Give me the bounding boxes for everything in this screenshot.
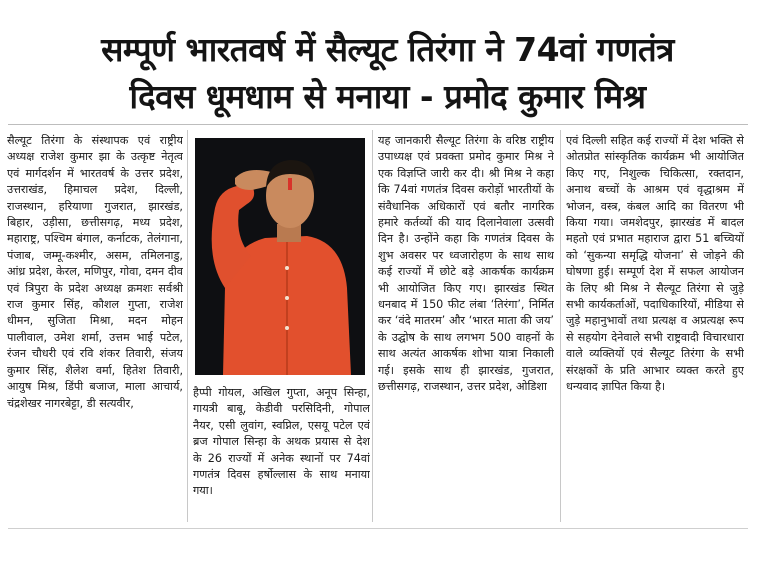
photo-illustration — [195, 138, 365, 375]
article-column-3: यह जानकारी सैल्यूट तिरंगा के वरिष्ठ राष्ट्रीय उपाध्यक्ष एवं प्रवक्ता प्रमोद कुमार मिश्र ने एक विज्ञप्ति जारी कर दी। श्री मिश्र ने कहा कि 74वां गणतंत्र दिवस करोड़ों भारतीयों के संवैधानिक अधिकारों एवं बतौर नागरिक हमारे कर्तव्यों की याद दिलानेवाला उत्सवी दिन है। उन्होंने कहा कि गणतंत्र दिवस के शुभ अवसर पर ध्वजारोहण के साथ साथ कई राज्यों में छोटे बड़े आकर्षक कार्यक्रम भी आयोजित किए गए। झारखंड स्थित धनबाद में 150 फीट लंबा ‘तिरंगा’, निर्मित कर ‘वंदे मातरम’ और ‘भारत माता की जय’ के उद्घोष के साथ लगभग 500 वाहनों के साथ अत्यंत आकर्षक शोभा यात्रा निकाली गई। इसके साथ ही झारखंड, गुजरात, छत्तीसगढ़, राजस्थान, उत्तर प्रदेश, ओडिशा — [378, 134, 554, 394]
headline-line-2: दिवस धूमधाम से मनाया - प्रमोद कुमार मिश्र — [129, 77, 646, 116]
bottom-divider — [8, 528, 748, 529]
article-headline — [10, 26, 765, 120]
shirt-button — [285, 296, 289, 300]
shirt-button — [285, 266, 289, 270]
headline-line-1: सम्पूर्ण भारतवर्ष में सैल्यूट तिरंगा ने 74वां गणतंत्र — [101, 30, 674, 69]
article-column-4: एवं दिल्ली सहित कई राज्यों में देश भक्ति से ओतप्रोत सांस्कृतिक कार्यक्रम भी आयोजित किए गए, निशुल्क चिकित्सा, रक्तदान, अनाथ बच्चों के आश्रम एवं वृद्धाश्रम में भोजन, वस्त्र, कंबल आदि का वितरण भी किया गया। जमशेदपुर, झारखंड में बादल महतो एवं प्रभात महाराज द्वारा 51 बच्चियों को ‘सुकन्या समृद्धि योजना’ से जोड़ने की घोषणा हुई। सम्पूर्ण देश में सफल आयोजन के लिए श्री मिश्र ने सैल्यूट तिरंगा से जुड़े सभी कार्यकर्ताओं, पदाधिकारियों, मीडिया से जुड़े महानुभावों तथा प्रत्यक्ष व अप्रत्यक्ष रूप से सहयोग देनेवाले सभी राष्ट्रवादी विचारधारा वाले व्यक्तियों एवं सैल्यूट तिरंगा के सभी संरक्षकों के प्रति आभार व्यक्त करते हुए धन्यवाद ज्ञापित किया है। — [566, 134, 744, 394]
column-divider — [372, 130, 373, 522]
column-divider — [560, 130, 561, 522]
saluting-man-photo-icon — [195, 138, 365, 375]
tilak-mark — [288, 178, 292, 190]
shirt-button — [285, 326, 289, 330]
top-divider — [8, 124, 748, 125]
article-column-1: सैल्यूट तिरंगा के संस्थापक एवं राष्ट्रीय अध्यक्ष राजेश कुमार झा के उत्कृष्ट नेतृत्व एवं मार्गदर्शन में भारतवर्ष के उत्तर प्रदेश, उत्तराखंड, हिमाचल प्रदेश, दिल्ली, राजस्थान, हरियाणा गुजरात, झारखंड, बिहार, उड़ीसा, छत्तीसगढ़, मध्य प्रदेश, महाराष्ट्र, पश्चिम बंगाल, कर्नाटक, तेलंगाना, पंजाब, जम्मू-कश्मीर, असम, तमिलनाडु, आंध्र प्रदेश, केरल, मणिपुर, गोवा, दमन दीव एवं त्रिपुरा के प्रदेश अध्यक्ष क्रमशः सर्वश्री राज कुमार सिंह, कौशल गुप्ता, राजेश धीमन, सुजिता मिश्रा, मदन मोहन पालीवाल, उमेश शर्मा, उत्तम भाई पटेल, रंजन चौधरी एवं रवि शंकर तिवारी, संजय कुमार सिंह, शैलेश वर्मा, हितेश तिवारी, आयुष मिश्र, डिंपी बजाज, माला आचार्य, चंद्रशेखर नागरबेट्टा, डी सत्यवीर, — [7, 134, 183, 410]
article-column-2: हैप्पी गोयल, अखिल गुप्ता, अनूप सिन्हा, गायत्री बाबू, केडीवी परसिदिनी, गोपाल नैयर, एसी लुवांग, स्वप्निल, एसयू पटेल एवं ब्रज गोपाल सिन्हा के अथक प्रयास से देश के 26 राज्यों में अनेक स्थानों पर 74वां गणतंत्र दिवस हर्षोल्लास के साथ मनाया गया। — [193, 386, 370, 498]
column-divider — [187, 130, 188, 522]
